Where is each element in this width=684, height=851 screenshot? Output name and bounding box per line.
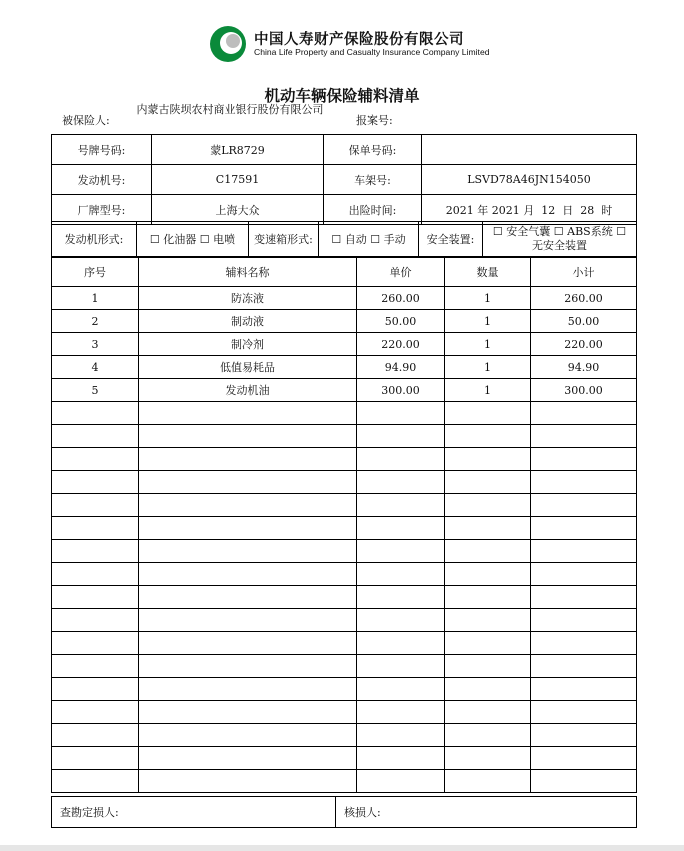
empty-cell: [139, 494, 357, 517]
row-subtotal: 300.00: [531, 379, 637, 402]
row-index: 2: [52, 310, 139, 333]
brand-value: 上海大众: [152, 195, 324, 225]
empty-cell: [531, 632, 637, 655]
engine-label: 发动机号:: [52, 165, 152, 195]
empty-cell: [531, 678, 637, 701]
table-row: [52, 356, 637, 379]
empty-cell: [52, 563, 139, 586]
page-bottom-bar: [0, 845, 684, 851]
empty-cell: [357, 701, 445, 724]
empty-cell: [139, 563, 357, 586]
empty-cell: [531, 724, 637, 747]
surveyor-label: 查勘定损人:: [52, 797, 336, 828]
empty-table-row: [52, 563, 637, 586]
empty-rows: [52, 402, 637, 793]
empty-cell: [445, 747, 531, 770]
empty-cell: [531, 770, 637, 793]
row-subtotal: 94.90: [531, 356, 637, 379]
row-name: 低值易耗品: [139, 356, 357, 379]
empty-cell: [139, 724, 357, 747]
empty-cell: [357, 517, 445, 540]
plate-value: 蒙LR8729: [152, 135, 324, 165]
frame-value: LSVD78A46JN154050: [422, 165, 637, 195]
empty-cell: [139, 425, 357, 448]
empty-cell: [531, 563, 637, 586]
empty-cell: [139, 402, 357, 425]
engine-value: C17591: [152, 165, 324, 195]
header-index: 序号: [52, 258, 139, 287]
empty-cell: [445, 770, 531, 793]
empty-cell: [52, 655, 139, 678]
date-value: 2021 年 2021 月 12 日 28 时: [422, 195, 637, 225]
header-subtotal: 小计: [531, 258, 637, 287]
company-name-cn: 中国人寿财产保险股份有限公司: [254, 32, 464, 48]
empty-cell: [139, 586, 357, 609]
empty-cell: [139, 632, 357, 655]
policy-value: [422, 135, 637, 165]
gearbox-options: ☐ 自动 ☐ 手动: [319, 222, 419, 257]
empty-cell: [531, 701, 637, 724]
empty-cell: [52, 586, 139, 609]
vehicle-row: [52, 135, 637, 165]
empty-table-row: [52, 540, 637, 563]
frame-label: 车架号:: [324, 165, 422, 195]
empty-cell: [139, 609, 357, 632]
equipment-table: [51, 221, 637, 257]
row-name: 发动机油: [139, 379, 357, 402]
row-unit-price: 300.00: [357, 379, 445, 402]
empty-cell: [531, 494, 637, 517]
header-name: 辅料名称: [139, 258, 357, 287]
empty-cell: [531, 747, 637, 770]
empty-cell: [445, 586, 531, 609]
empty-cell: [531, 586, 637, 609]
empty-table-row: [52, 747, 637, 770]
empty-table-row: [52, 770, 637, 793]
empty-cell: [52, 471, 139, 494]
row-unit-price: 220.00: [357, 333, 445, 356]
empty-cell: [357, 655, 445, 678]
empty-cell: [445, 494, 531, 517]
date-label: 出险时间:: [324, 195, 422, 225]
signature-row: [52, 797, 637, 828]
empty-cell: [445, 448, 531, 471]
empty-cell: [139, 747, 357, 770]
row-unit-price: 50.00: [357, 310, 445, 333]
table-row: [52, 287, 637, 310]
empty-cell: [52, 701, 139, 724]
empty-cell: [52, 448, 139, 471]
empty-cell: [357, 609, 445, 632]
row-index: 4: [52, 356, 139, 379]
safety-options-line-1: ☐ 安全气囊 ☐ ABS系统 ☐: [492, 225, 627, 238]
row-quantity: 1: [445, 310, 531, 333]
insured-label: 被保险人:: [62, 114, 110, 127]
empty-cell: [139, 471, 357, 494]
table-row: [52, 379, 637, 402]
safety-label: 安全装置:: [419, 222, 483, 257]
policy-label: 保单号码:: [324, 135, 422, 165]
engine-type-options: ☐ 化油器 ☐ 电喷: [137, 222, 249, 257]
empty-cell: [52, 747, 139, 770]
empty-cell: [139, 448, 357, 471]
empty-cell: [52, 425, 139, 448]
empty-cell: [357, 586, 445, 609]
empty-cell: [139, 655, 357, 678]
row-unit-price: 94.90: [357, 356, 445, 379]
row-index: 1: [52, 287, 139, 310]
row-subtotal: 220.00: [531, 333, 637, 356]
empty-table-row: [52, 632, 637, 655]
empty-cell: [445, 471, 531, 494]
company-name-en: China Life Property and Casualty Insurance Company Limited: [254, 47, 490, 57]
empty-table-row: [52, 586, 637, 609]
row-subtotal: 50.00: [531, 310, 637, 333]
empty-cell: [445, 724, 531, 747]
empty-cell: [52, 540, 139, 563]
empty-cell: [357, 770, 445, 793]
empty-cell: [445, 678, 531, 701]
row-unit-price: 260.00: [357, 287, 445, 310]
empty-cell: [357, 425, 445, 448]
empty-cell: [357, 678, 445, 701]
vehicle-row: [52, 165, 637, 195]
empty-cell: [357, 747, 445, 770]
row-quantity: 1: [445, 333, 531, 356]
empty-cell: [445, 655, 531, 678]
empty-cell: [52, 632, 139, 655]
empty-cell: [357, 540, 445, 563]
empty-cell: [357, 402, 445, 425]
table-row: [52, 333, 637, 356]
empty-table-row: [52, 494, 637, 517]
vehicle-info-table: [51, 134, 637, 225]
row-index: 5: [52, 379, 139, 402]
empty-cell: [531, 655, 637, 678]
row-quantity: 1: [445, 287, 531, 310]
empty-table-row: [52, 609, 637, 632]
empty-table-row: [52, 471, 637, 494]
empty-table-row: [52, 425, 637, 448]
empty-cell: [357, 632, 445, 655]
vehicle-row: [52, 195, 637, 225]
table-header-row: [52, 258, 637, 287]
page-title: 机动车辆保险辅料清单: [264, 87, 420, 105]
empty-cell: [52, 678, 139, 701]
empty-cell: [52, 517, 139, 540]
row-name: 制冷剂: [139, 333, 357, 356]
empty-cell: [139, 517, 357, 540]
empty-cell: [52, 770, 139, 793]
empty-cell: [445, 609, 531, 632]
empty-cell: [139, 678, 357, 701]
empty-cell: [357, 724, 445, 747]
empty-cell: [445, 517, 531, 540]
empty-cell: [52, 724, 139, 747]
row-quantity: 1: [445, 356, 531, 379]
brand-label: 厂牌型号:: [52, 195, 152, 225]
header-quantity: 数量: [445, 258, 531, 287]
empty-cell: [357, 471, 445, 494]
empty-cell: [357, 563, 445, 586]
insured-value: 内蒙古陕坝农村商业银行股份有限公司: [136, 103, 324, 116]
empty-table-row: [52, 517, 637, 540]
row-subtotal: 260.00: [531, 287, 637, 310]
empty-cell: [445, 540, 531, 563]
engine-type-label: 发动机形式:: [52, 222, 137, 257]
header-unit-price: 单价: [357, 258, 445, 287]
equipment-row: [52, 222, 637, 257]
empty-table-row: [52, 655, 637, 678]
checker-label: 核损人:: [336, 797, 637, 828]
empty-table-row: [52, 678, 637, 701]
empty-cell: [52, 494, 139, 517]
row-name: 防冻液: [139, 287, 357, 310]
empty-cell: [531, 609, 637, 632]
empty-cell: [445, 701, 531, 724]
empty-cell: [357, 494, 445, 517]
plate-label: 号牌号码:: [52, 135, 152, 165]
gearbox-label: 变速箱形式:: [249, 222, 319, 257]
materials-table: [51, 257, 637, 793]
empty-table-row: [52, 724, 637, 747]
empty-cell: [139, 770, 357, 793]
empty-cell: [531, 540, 637, 563]
company-emblem-icon: [208, 24, 248, 64]
row-quantity: 1: [445, 379, 531, 402]
empty-cell: [52, 609, 139, 632]
report-number-label: 报案号:: [356, 114, 393, 127]
empty-cell: [445, 425, 531, 448]
safety-options: [483, 222, 637, 257]
signature-table: [51, 796, 637, 828]
empty-table-row: [52, 701, 637, 724]
empty-cell: [531, 448, 637, 471]
company-logo: [208, 24, 508, 64]
empty-cell: [531, 425, 637, 448]
empty-cell: [357, 448, 445, 471]
empty-table-row: [52, 448, 637, 471]
empty-cell: [445, 402, 531, 425]
empty-cell: [139, 701, 357, 724]
empty-cell: [531, 517, 637, 540]
table-row: [52, 310, 637, 333]
safety-options-line-2: 无安全装置: [532, 239, 587, 252]
row-index: 3: [52, 333, 139, 356]
empty-cell: [139, 540, 357, 563]
empty-table-row: [52, 402, 637, 425]
empty-cell: [445, 563, 531, 586]
row-name: 制动液: [139, 310, 357, 333]
empty-cell: [531, 471, 637, 494]
empty-cell: [531, 402, 637, 425]
empty-cell: [52, 402, 139, 425]
empty-cell: [445, 632, 531, 655]
